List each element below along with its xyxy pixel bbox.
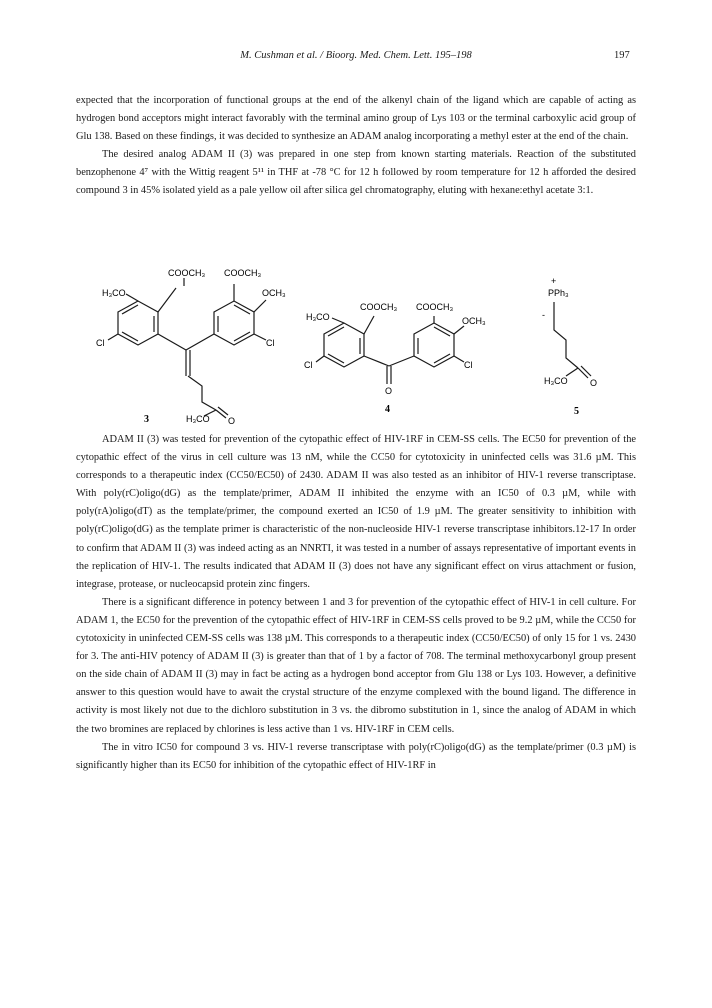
running-head: M. Cushman et al. / Bioorg. Med. Chem. Lett. 195–198 [240,50,472,61]
paragraph: expected that the incorporation of functional groups at the end of the alkenyl chain of the ligand which are capable of acting as hydrogen bond acceptors might interact favorably with the terminal amino group of Lys 103 or the terminal carboxylic acid group of Glu 138. Based on these findings, it was decided to synthesize an ADAM analog incorporating a methyl ester at the end of the chain. [76,95,636,143]
ester-label: COOCH₃ [416,302,454,312]
paragraph: The in vitro IC50 for compound 3 vs. HIV-1 reverse transcriptase with poly(rC)oligo(dG) as the template/primer (0.3 µM) is significantly higher than its EC50 for inhibition of the cytopathic effect of HIV-1RF in [76,741,636,771]
chlorine-label: Cl [304,360,313,370]
carbonyl-oxygen-label: O [590,378,598,388]
paragraph: ADAM II (3) was tested for prevention of the cytopathic effect of HIV-1RF in CEM-SS cells. The EC50 for prevention of the cytopathic effect of the virus in cell culture was 13 nM, while the CC50 for cytotoxicity in uninfected cells was 31.6 µM. This corresponds to a therapeutic index (CC50/EC50) of 2430. ADAM II was also tested as an inhibitor of HIV-1 reverse transcriptase. With poly(rC)oligo(dG) as the template/primer, ADAM II inhibited the enzyme with an IC50 of 0.3 µM, while with poly(rA)oligo(dT) as the template/primer, the compound exerted an IC50 of 1.9 µM. The greater sensitivity to inhibition with poly(rC)oligo(dG) as the template primer is characteristic of the non-nucleoside HIV-1 reverse transcriptase inhibitors.12-17 In order to confirm that ADAM II (3) was indeed acting as an NNRTI, it was tested in a number of assays representative of important events in the replication of HIV-1. The results indicated that ADAM II (3) does not have any significant effect on virus attachment or fusion, integrase, protease, or nucleocapsid protein zinc fingers. [76,434,636,590]
compound-4-structure [304,302,486,415]
page-number: 197 [614,50,630,61]
compound-label: 5 [574,406,579,417]
ester-label: COOCH₃ [360,302,398,312]
chain-methoxy-label: H₃CO [544,376,568,386]
compound-5-structure [542,276,597,417]
structures-svg [76,258,636,430]
triphenylphosphonium-label: PPh₃ [548,288,569,298]
cation-charge-label: + [551,276,557,286]
compound-label: 3 [144,414,149,425]
methoxy-label: OCH₃ [462,316,486,326]
chlorine-label: Cl [464,360,473,370]
text-block-bottom [76,431,636,775]
chemical-structures-figure [76,258,636,430]
chlorine-label: Cl [96,338,105,348]
ketone-oxygen-label: O [385,386,393,396]
anion-charge-label: - [542,310,545,320]
methoxy-label: H₃CO [102,288,126,298]
text-block-top [76,92,636,201]
ester-label: COOCH₃ [168,268,206,278]
compound-3-structure [96,268,286,426]
chlorine-label: Cl [266,338,275,348]
paragraph: There is a significant difference in potency between 1 and 3 for prevention of the cytopathic effect of HIV-1 in cell culture. For ADAM 1, the EC50 for the prevention of the cytopathic effect of HIV-1RF in CEM-SS cells proved to be 9.2 µM, while the CC50 for cytotoxicity in uninfected CEM-SS cells was 138 µM. This corresponds to a therapeutic index (CC50/EC50) of only 15 for 1 vs. 2430 for 3. The anti-HIV potency of ADAM II (3) is greater than that of 1 by a factor of 708. The terminal methoxycarbonyl group present on the side chain of ADAM II (3) may in fact be acting as a hydrogen bond acceptor from Glu 138 or Lys 103. However, a definitive answer to this question would have to await the crystal structure of the enzyme complexed with the bound ligand. The difference in activity is most likely not due to the dichloro substitution in 3 vs. the dibromo substitution in 1, since the analog of ADAM in which the two bromines are replaced by chlorines is less active than 1 vs. HIV-1RF in CEM cells. [76,596,636,735]
compound-label: 4 [385,404,390,415]
carbonyl-oxygen-label: O [228,416,236,426]
ester-label: COOCH₃ [224,268,262,278]
paragraph: The desired analog ADAM II (3) was prepared in one step from known starting materials. Reaction of the substituted benzophenone 4⁷ with the Wittig reagent 5¹¹ in THF at -78 °C for 12 h followed by room temperature for 12 h afforded the desired compound 3 in 45% isolated yield as a pale yellow oil after silica gel chromatography, eluting with hexane:ethyl acetate 3:1. [76,149,636,197]
methoxy-label: OCH₃ [262,288,286,298]
chain-methoxy-label: H₃CO [186,414,210,424]
methoxy-label: H₃CO [306,312,330,322]
